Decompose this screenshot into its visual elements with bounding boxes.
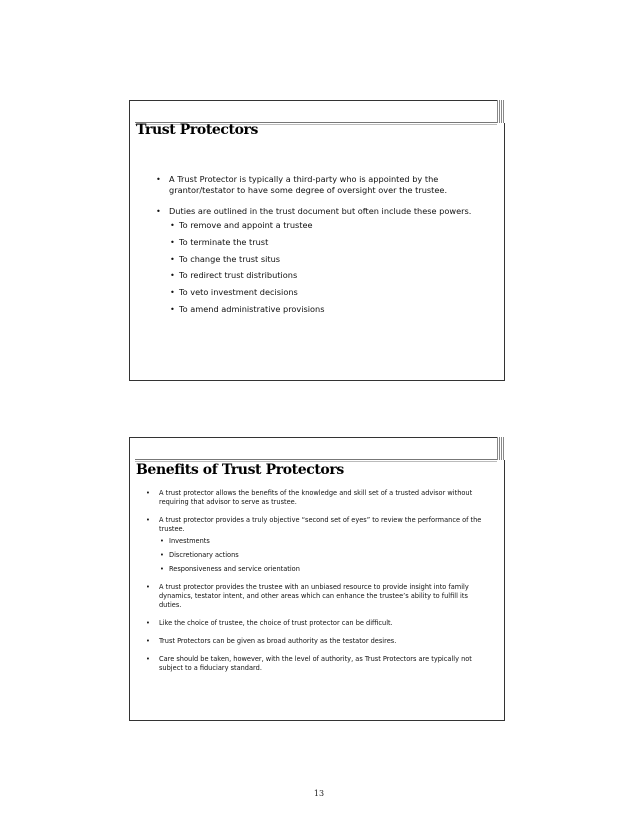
list-item bbox=[144, 489, 489, 507]
sub-list-item: • To amend administrative provisions bbox=[169, 304, 489, 315]
sub-list-item: • To remove and appoint a trustee bbox=[169, 220, 489, 231]
sub-bullet-list bbox=[169, 220, 489, 315]
list-item bbox=[144, 655, 489, 673]
bullet-text: Care should be taken, however, with the level of authority, as Trust Protectors are typically not subject to a fiduciary standard. bbox=[159, 655, 472, 672]
slide-title: Trust Protectors bbox=[136, 122, 258, 138]
list-item bbox=[144, 619, 489, 628]
slide-title-rule bbox=[135, 459, 497, 460]
list-item bbox=[144, 516, 489, 574]
sub-list-item: • Discretionary actions bbox=[159, 551, 489, 560]
bullet-text: A trust protector provides the trustee with an unbiased resource to provide insight into family dynamics, testator intent, and other areas which can enhance the trustee’s ability to fulfill its duties. bbox=[159, 583, 469, 609]
bullet-text: Trust Protectors can be given as broad authority as the testator desires. bbox=[159, 637, 397, 645]
sub-list-item: • To veto investment decisions bbox=[169, 287, 489, 298]
sub-bullet-list bbox=[159, 537, 489, 574]
sub-list-item: • Investments bbox=[159, 537, 489, 546]
bullet-list bbox=[144, 489, 489, 682]
sub-list-item: • Responsiveness and service orientation bbox=[159, 565, 489, 574]
page-number: 13 bbox=[313, 789, 325, 798]
bullet-text: Like the choice of trustee, the choice of trust protector can be difficult. bbox=[159, 619, 393, 627]
bullet-text: Duties are outlined in the trust document but often include these powers. bbox=[169, 206, 472, 216]
slide-corner-decoration bbox=[497, 437, 505, 460]
slide-trust-protectors bbox=[129, 100, 505, 381]
list-item bbox=[144, 583, 489, 610]
bullet-text: A trust protector allows the benefits of the knowledge and skill set of a trusted advisor without requiring that advisor to serve as trustee. bbox=[159, 489, 473, 506]
slide-corner-decoration bbox=[497, 100, 505, 123]
sub-list-item: • To terminate the trust bbox=[169, 237, 489, 248]
slide-title: Benefits of Trust Protectors bbox=[136, 462, 344, 478]
list-item bbox=[154, 174, 489, 196]
sub-list-item: • To redirect trust distributions bbox=[169, 270, 489, 281]
bullet-text: A trust protector provides a truly objective “second set of eyes” to review the performance of the trustee. bbox=[159, 516, 482, 533]
slide-benefits-of-trust-protectors bbox=[129, 437, 505, 721]
bullet-text: A Trust Protector is typically a third-party who is appointed by the grantor/testator to have some degree of oversight over the trustee. bbox=[169, 174, 448, 195]
list-item bbox=[144, 637, 489, 646]
sub-list-item: • To change the trust situs bbox=[169, 254, 489, 265]
list-item bbox=[154, 206, 489, 315]
bullet-list bbox=[154, 174, 489, 325]
